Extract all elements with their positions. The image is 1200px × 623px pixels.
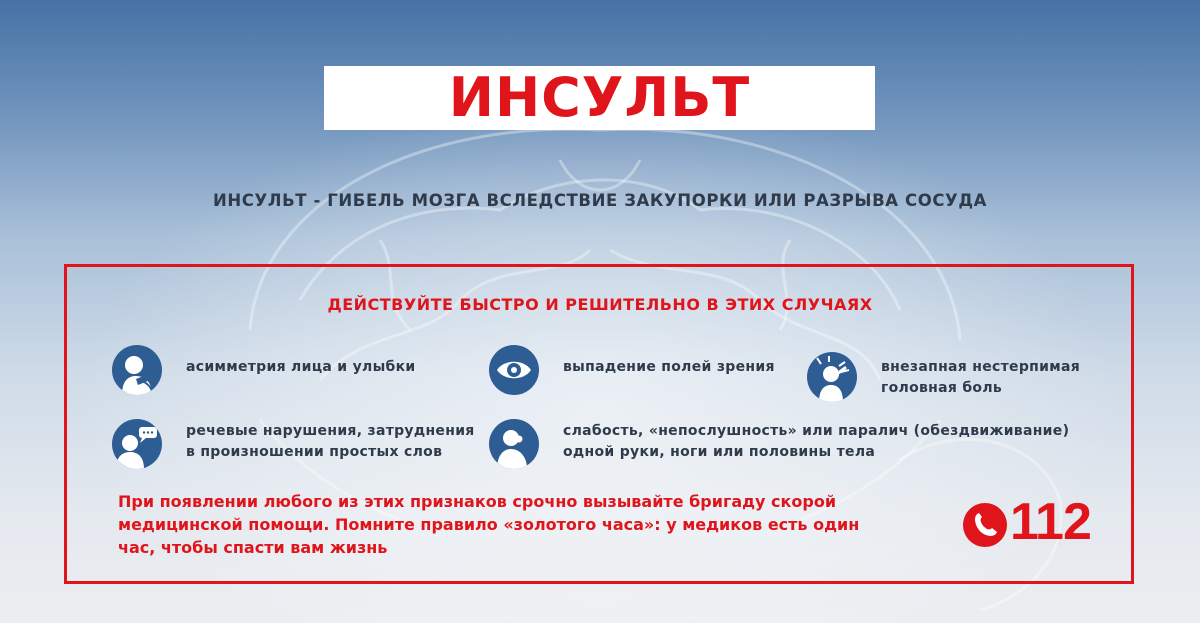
symptom-line: слабость, «непослушность» или паралич (обездвиживание)	[563, 423, 1070, 439]
symptom-line: выпадение полей зрения	[563, 359, 775, 375]
emergency-warning	[118, 490, 898, 559]
symptom-line: асимметрия лица и улыбки	[186, 359, 416, 375]
symptom-headache	[881, 357, 1080, 399]
phone-icon	[962, 502, 1008, 548]
symptom-line: одной руки, ноги или половины тела	[563, 444, 876, 460]
face-asymmetry-icon	[112, 345, 162, 395]
page-title: ИНСУЛЬТ	[448, 66, 751, 129]
symptom-speech	[186, 421, 475, 463]
symptom-weakness	[563, 421, 1069, 463]
warning-line: час, чтобы спасти вам жизнь	[118, 538, 388, 557]
weakness-icon	[489, 419, 539, 469]
symptoms-heading: ДЕЙСТВУЙТЕ БЫСТРО И РЕШИТЕЛЬНО В ЭТИХ СЛУЧАЯХ	[327, 295, 873, 314]
headache-icon	[807, 352, 857, 402]
title-banner	[324, 66, 875, 130]
warning-line: При появлении любого из этих признаков срочно вызывайте бригаду скорой	[118, 492, 837, 511]
warning-line: медицинской помощи. Помните правило «золотого часа»: у медиков есть один	[118, 515, 860, 534]
symptom-line: в произношении простых слов	[186, 444, 443, 460]
eye-icon	[489, 345, 539, 395]
symptom-vision-loss	[563, 357, 775, 378]
speech-icon	[112, 419, 162, 469]
symptom-face-asymmetry	[186, 357, 416, 378]
symptom-line: головная боль	[881, 380, 1003, 396]
symptom-line: внезапная нестерпимая	[881, 359, 1081, 375]
symptom-line: речевые нарушения, затруднения	[186, 423, 475, 439]
definition-text: ИНСУЛЬТ - ГИБЕЛЬ МОЗГА ВСЛЕДСТВИЕ ЗАКУПОРКИ ИЛИ РАЗРЫВА СОСУДА	[212, 191, 988, 210]
emergency-number: 112	[1010, 493, 1091, 551]
